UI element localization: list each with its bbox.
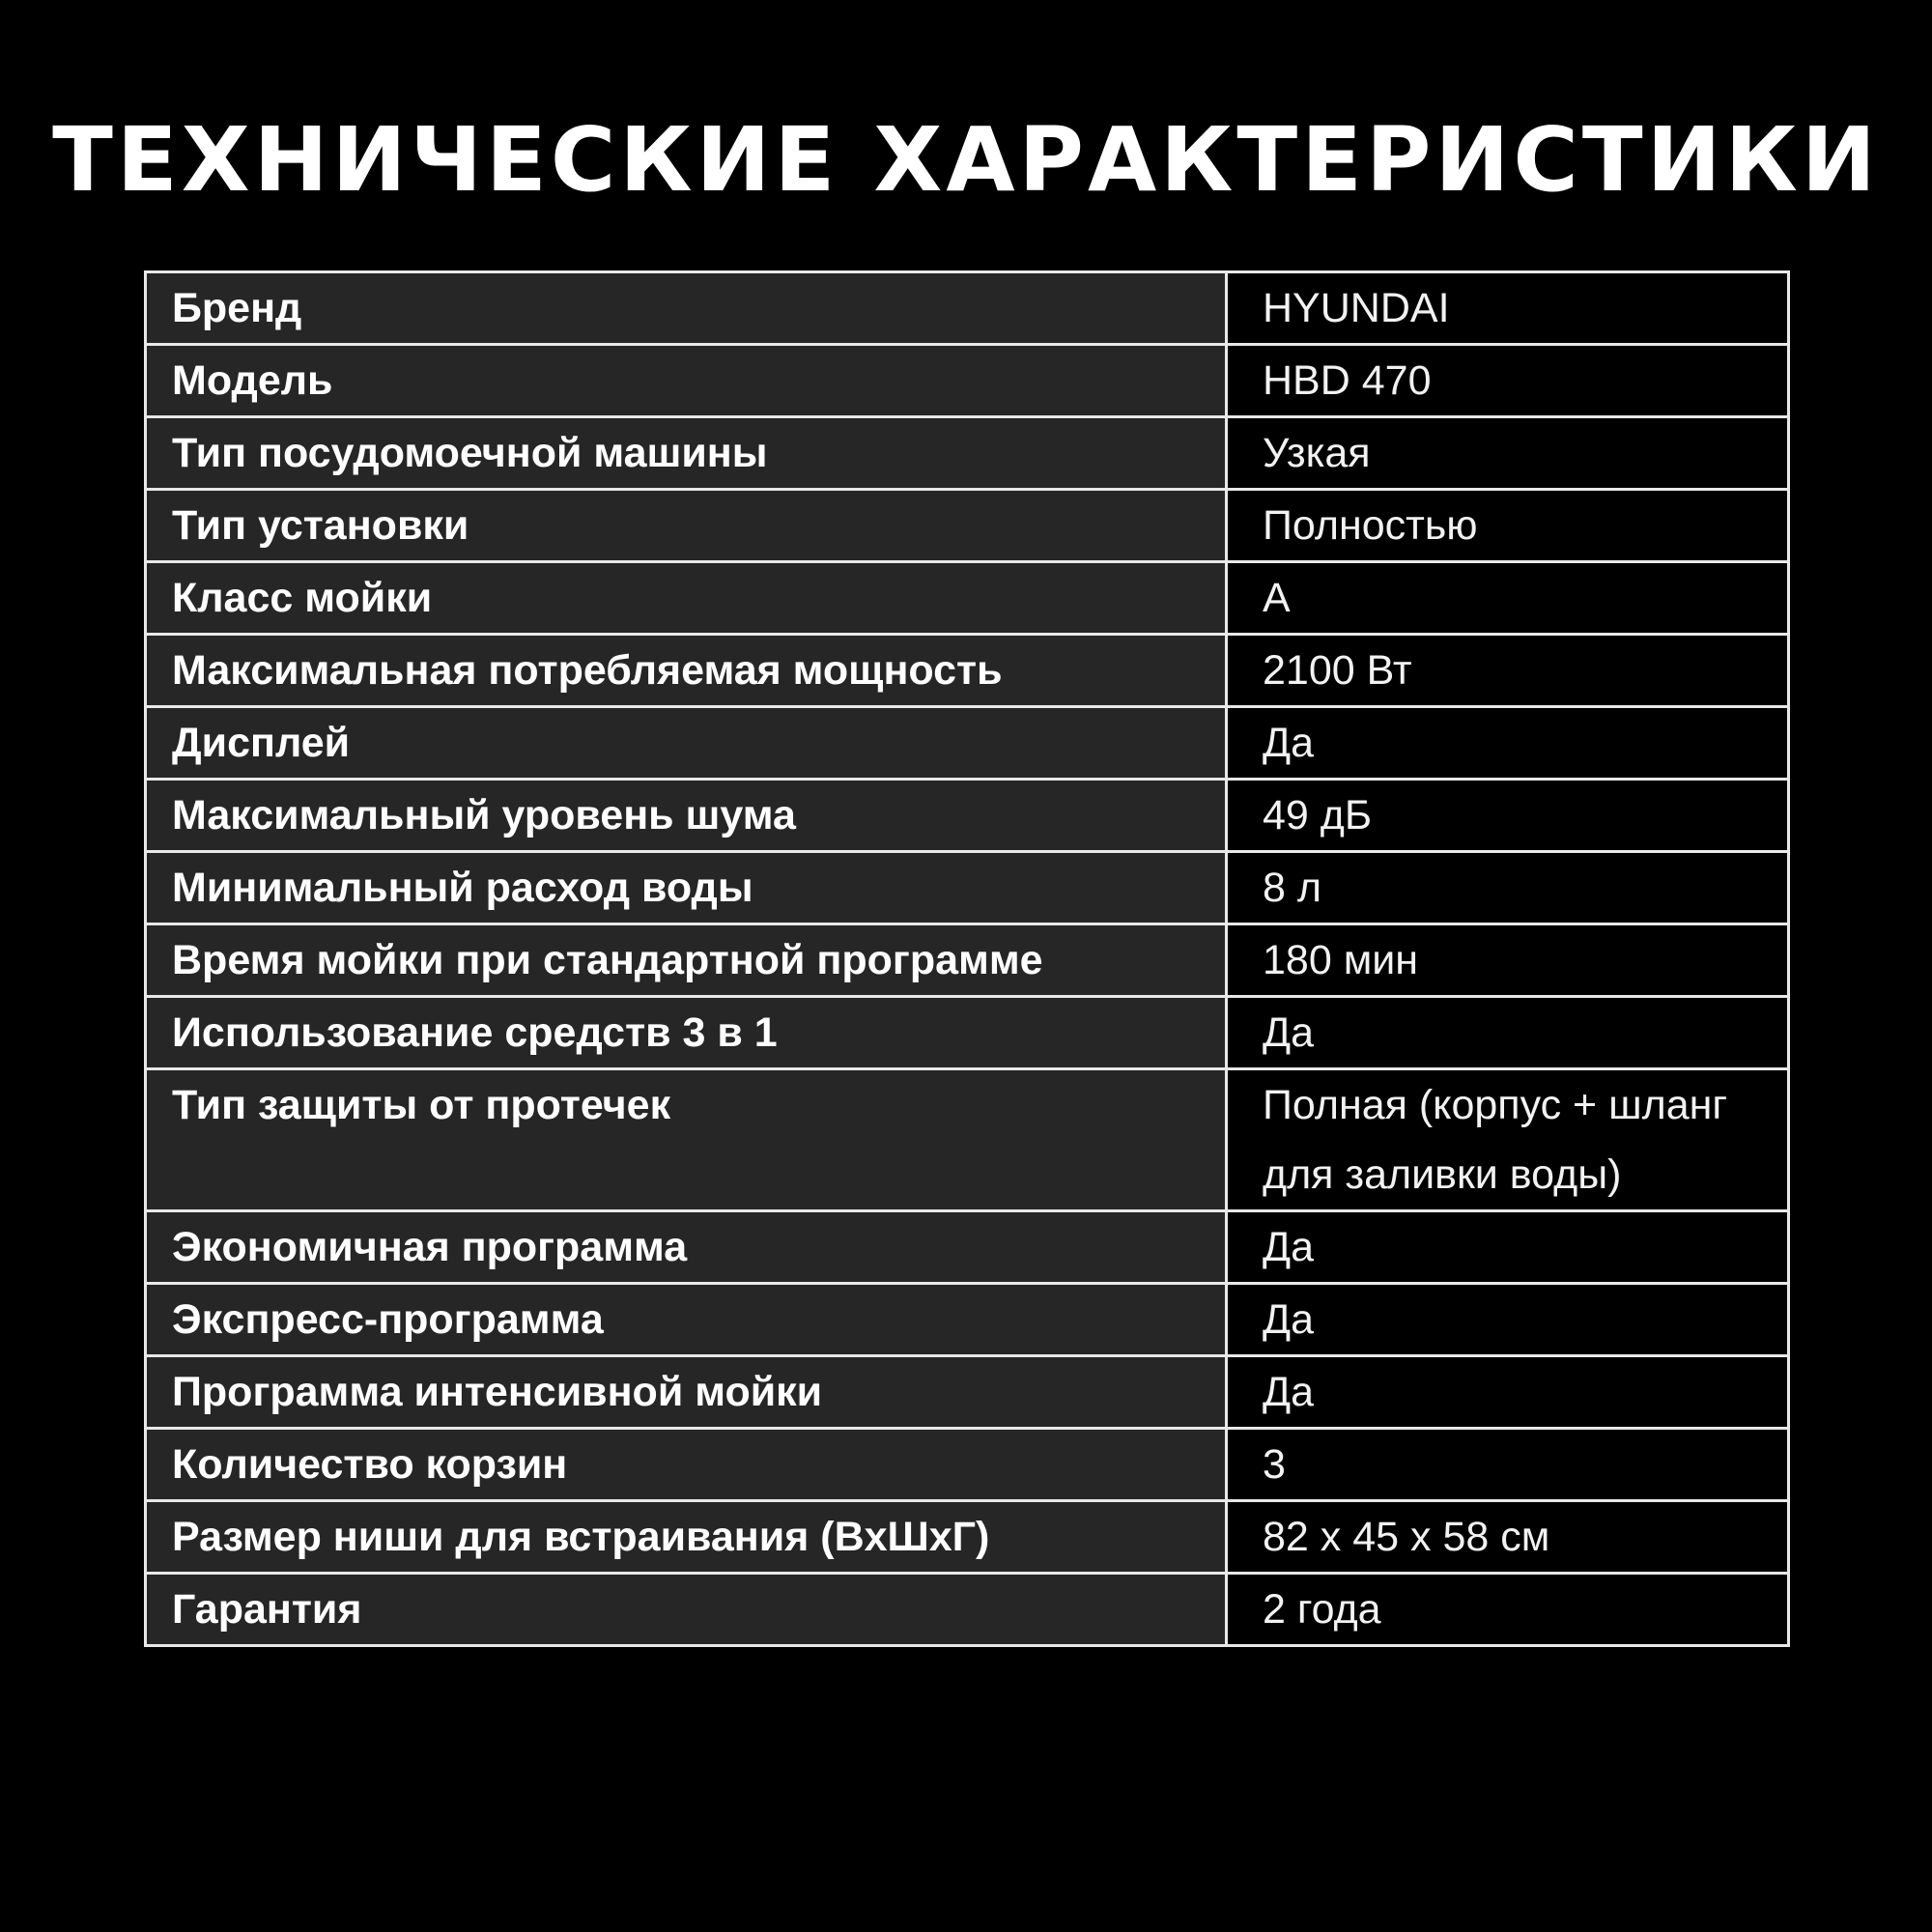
table-row [146, 1356, 1789, 1429]
table-row [146, 490, 1789, 562]
page-title: ТЕХНИЧЕСКИЕ ХАРАКТЕРИСТИКИ [52, 108, 1880, 212]
param-value: Да [1227, 1211, 1789, 1284]
param-label: Максимальная потребляемая мощность [146, 635, 1227, 707]
param-label: Бренд [146, 272, 1227, 345]
param-value: 3 [1227, 1429, 1789, 1501]
table-row [146, 1284, 1789, 1356]
param-value: 49 дБ [1227, 780, 1789, 852]
table-row [146, 924, 1789, 997]
param-label: Использование средств 3 в 1 [146, 997, 1227, 1069]
param-label: Размер ниши для встраивания (ВxШxГ) [146, 1501, 1227, 1574]
param-value: Да [1227, 1284, 1789, 1356]
param-label: Тип посудомоечной машины [146, 417, 1227, 490]
param-value: Полностью [1227, 490, 1789, 562]
param-label: Гарантия [146, 1574, 1227, 1646]
table-row [146, 780, 1789, 852]
param-value: A [1227, 562, 1789, 635]
param-value: Да [1227, 707, 1789, 780]
table-row [146, 1211, 1789, 1284]
table-row [146, 1574, 1789, 1646]
param-value: Полная (корпус + шланг для заливки воды) [1227, 1069, 1789, 1211]
param-label: Тип защиты от протечек [146, 1069, 1227, 1211]
param-label: Экономичная программа [146, 1211, 1227, 1284]
param-label: Экспресс-программа [146, 1284, 1227, 1356]
table-row [146, 1501, 1789, 1574]
param-value: Да [1227, 1356, 1789, 1429]
table-row [146, 707, 1789, 780]
param-label: Максимальный уровень шума [146, 780, 1227, 852]
param-label: Количество корзин [146, 1429, 1227, 1501]
param-value: 180 мин [1227, 924, 1789, 997]
param-label: Время мойки при стандартной программе [146, 924, 1227, 997]
param-label: Дисплей [146, 707, 1227, 780]
table-row [146, 635, 1789, 707]
table-row [146, 562, 1789, 635]
param-value: HYUNDAI [1227, 272, 1789, 345]
table-row [146, 1069, 1789, 1211]
param-label: Программа интенсивной мойки [146, 1356, 1227, 1429]
param-value: 8 л [1227, 852, 1789, 924]
param-label: Минимальный расход воды [146, 852, 1227, 924]
param-value: 82 x 45 x 58 см [1227, 1501, 1789, 1574]
param-value: HBD 470 [1227, 345, 1789, 417]
param-value: Узкая [1227, 417, 1789, 490]
table-row [146, 997, 1789, 1069]
param-label: Тип установки [146, 490, 1227, 562]
param-label: Модель [146, 345, 1227, 417]
param-label: Класс мойки [146, 562, 1227, 635]
param-value: 2100 Вт [1227, 635, 1789, 707]
table-row [146, 272, 1789, 345]
table-row [146, 1429, 1789, 1501]
table-row [146, 345, 1789, 417]
param-value: 2 года [1227, 1574, 1789, 1646]
specs-table [144, 270, 1790, 1647]
table-row [146, 417, 1789, 490]
table-row [146, 852, 1789, 924]
param-value: Да [1227, 997, 1789, 1069]
